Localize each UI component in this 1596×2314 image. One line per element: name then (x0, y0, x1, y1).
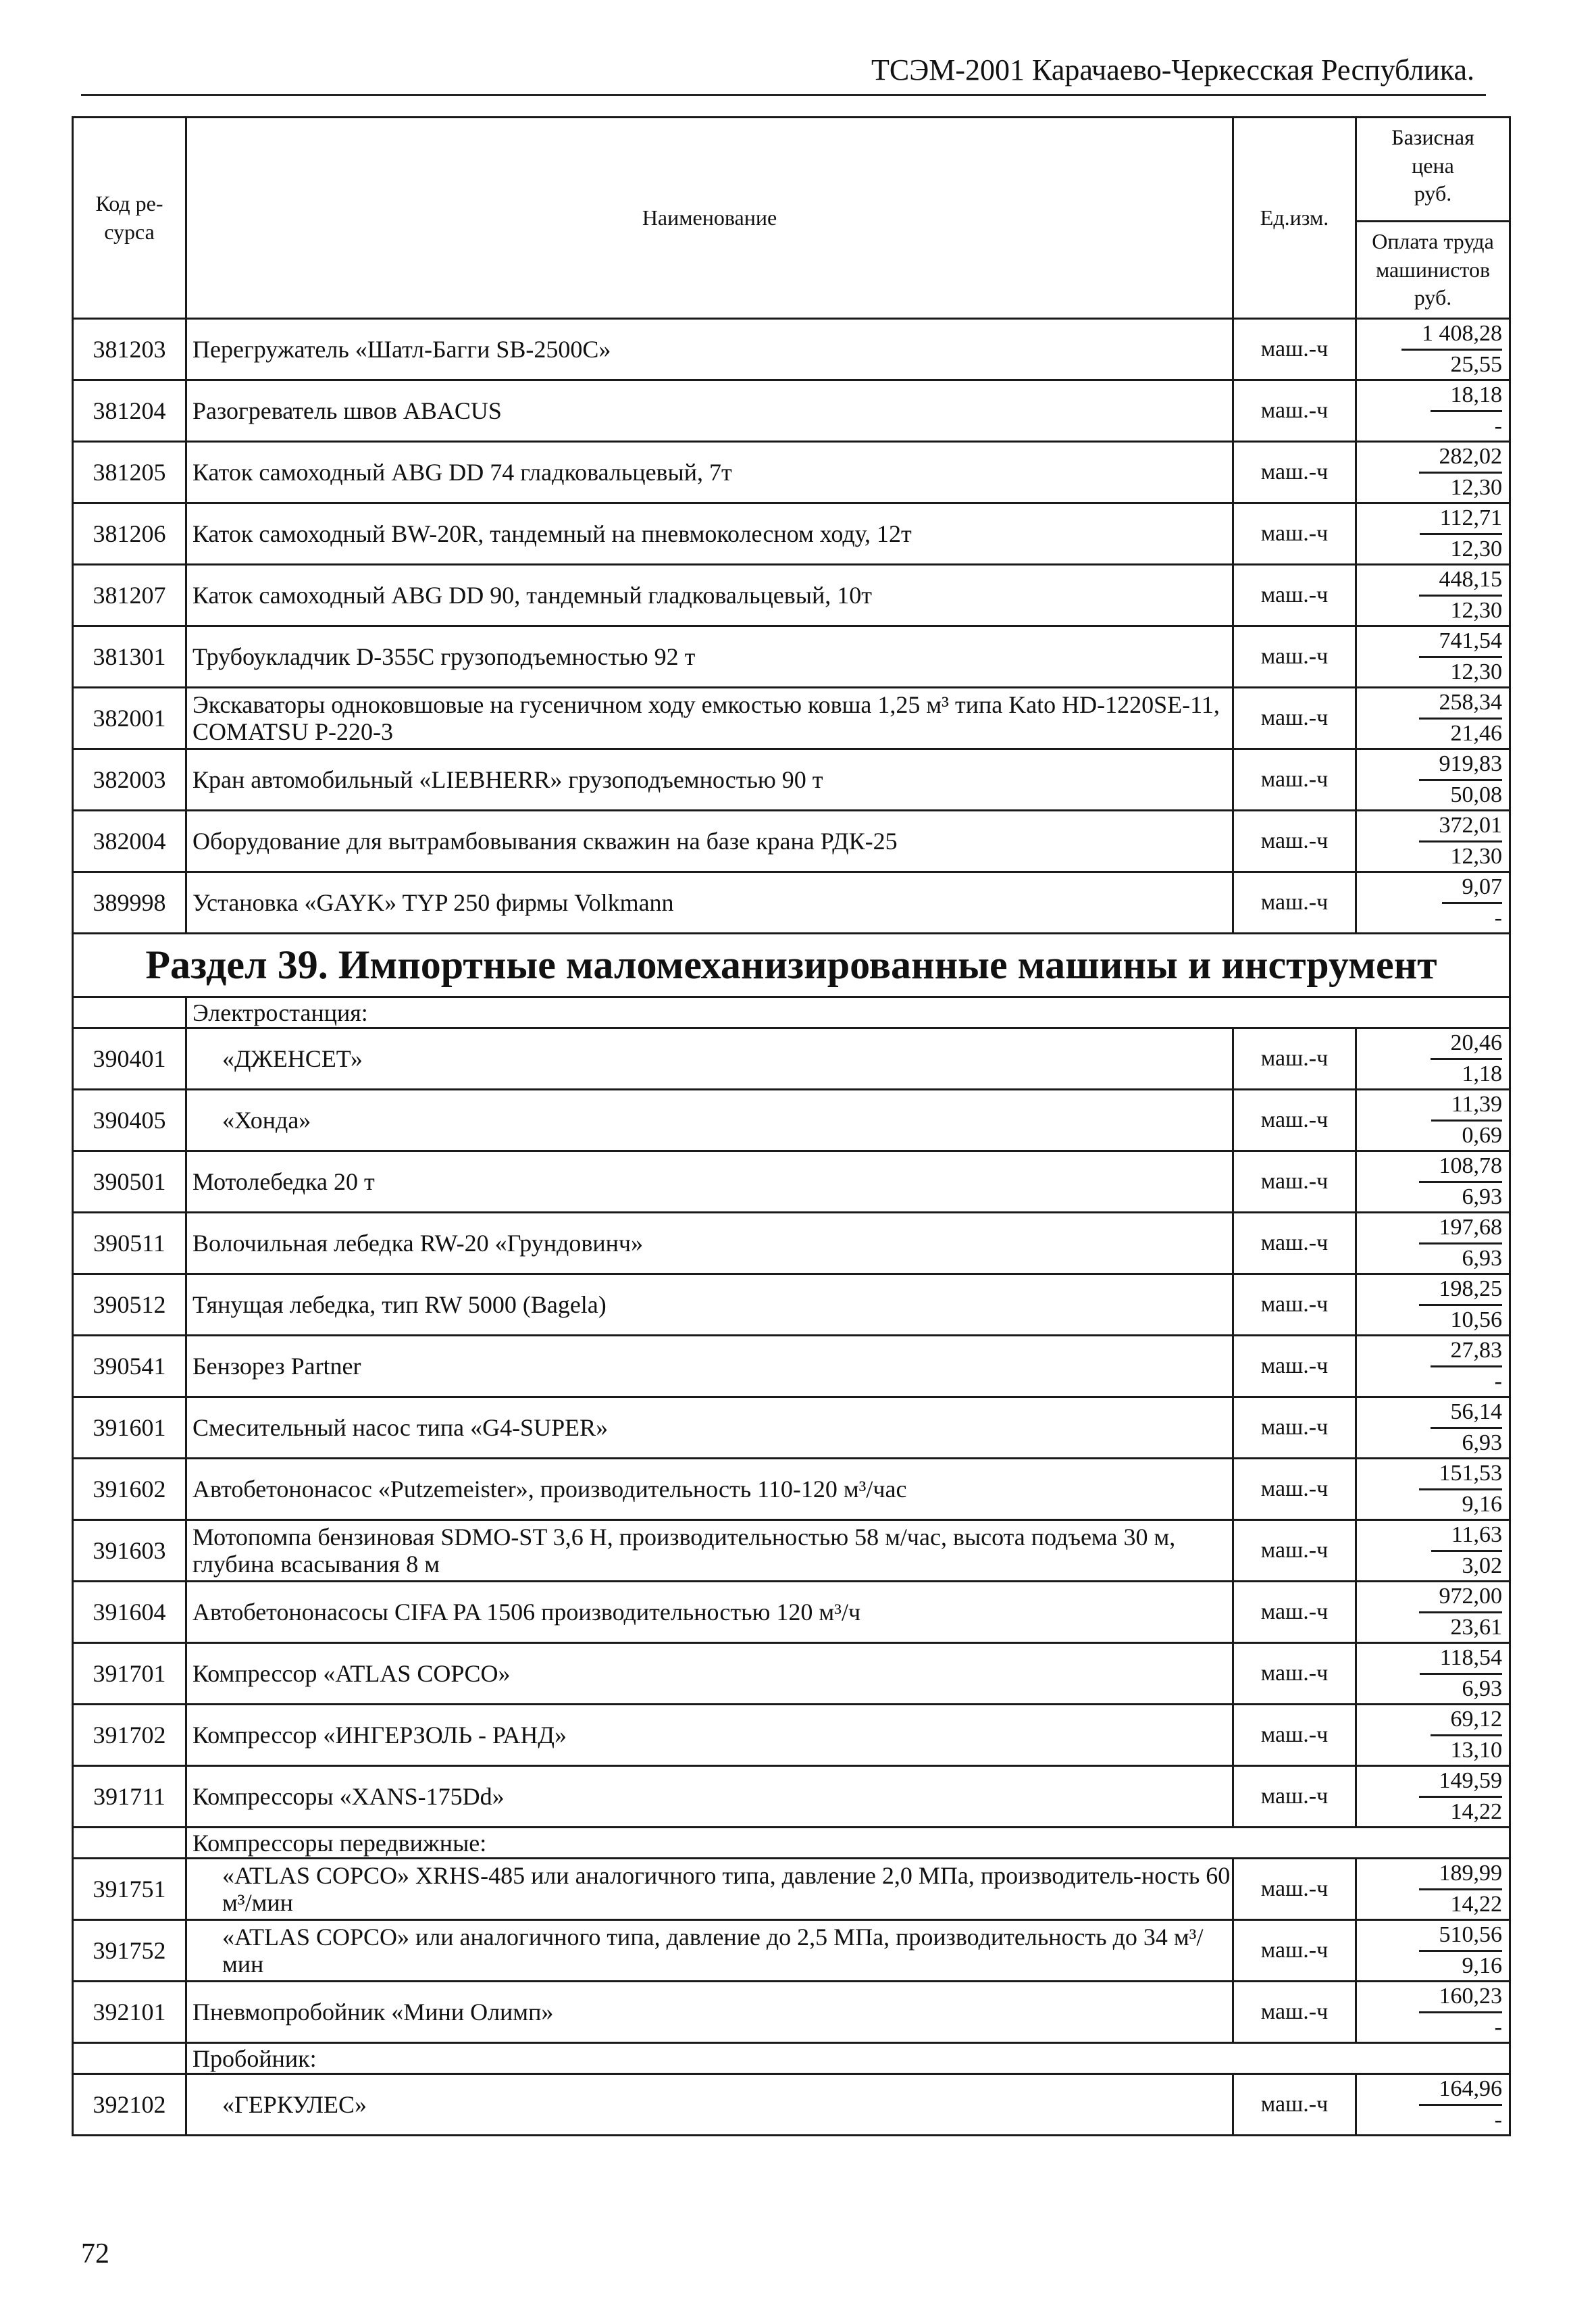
header-name: Наименование (186, 118, 1233, 319)
resource-code: 392101 (73, 1982, 186, 2043)
resource-code: 391602 (73, 1459, 186, 1520)
base-price: 112,71 (1420, 504, 1502, 535)
price-cell (1356, 1213, 1510, 1274)
header-unit: Ед.изм. (1233, 118, 1356, 319)
resource-code: 390405 (73, 1090, 186, 1151)
unit: маш.-ч (1233, 565, 1356, 626)
labor-price: - (1494, 2014, 1502, 2040)
table-row (73, 688, 1510, 749)
labor-price: 21,46 (1450, 720, 1502, 746)
price-cell (1356, 1705, 1510, 1766)
header-rule (81, 94, 1486, 96)
base-price: 11,39 (1431, 1090, 1502, 1122)
base-price: 160,23 (1419, 1982, 1503, 2013)
unit: маш.-ч (1233, 1643, 1356, 1705)
unit: маш.-ч (1233, 503, 1356, 565)
resource-code: 391711 (73, 1766, 186, 1828)
price-cell (1356, 1459, 1510, 1520)
resource-name: Разогреватель швов ABACUS (186, 380, 1233, 442)
table-row (73, 1982, 1510, 2043)
labor-price: 6,93 (1462, 1430, 1502, 1455)
resource-code: 382004 (73, 811, 186, 872)
resource-code: 391701 (73, 1643, 186, 1705)
price-cell (1356, 319, 1510, 380)
resource-code: 389998 (73, 872, 186, 934)
resource-name: «ГЕРКУЛЕС» (186, 2074, 1233, 2136)
table-row (73, 1336, 1510, 1397)
labor-price: - (1494, 1368, 1502, 1394)
table-row (73, 1151, 1510, 1213)
resource-table (72, 116, 1511, 2136)
header-price-base: Базисная цена руб. (1391, 125, 1474, 206)
base-price: 56,14 (1431, 1398, 1503, 1429)
base-price: 189,99 (1419, 1859, 1503, 1890)
price-cell (1356, 1397, 1510, 1459)
resource-name: Экскаваторы одноковшовые на гусеничном ходу емкостью ковша 1,25 м³ типа Kato HD-1220SE-11, COMATSU P-220-3 (186, 688, 1233, 749)
resource-name: Мотолебедка 20 т (186, 1151, 1233, 1213)
base-price: 258,34 (1419, 688, 1503, 720)
base-price: 510,56 (1419, 1921, 1503, 1952)
labor-price: 50,08 (1450, 782, 1502, 807)
table-row (73, 1213, 1510, 1274)
price-cell (1356, 811, 1510, 872)
resource-code: 391752 (73, 1920, 186, 1982)
unit: маш.-ч (1233, 1459, 1356, 1520)
header-code: Код ре- сурса (73, 118, 186, 319)
empty-cell (73, 997, 186, 1028)
table-row (73, 1090, 1510, 1151)
price-cell (1356, 626, 1510, 688)
table-row (73, 503, 1510, 565)
labor-price: 12,30 (1450, 597, 1502, 623)
base-price: 919,83 (1419, 750, 1503, 781)
table-row (73, 1766, 1510, 1828)
labor-price: 10,56 (1450, 1307, 1502, 1332)
unit: маш.-ч (1233, 1920, 1356, 1982)
table-row (73, 319, 1510, 380)
unit: маш.-ч (1233, 749, 1356, 811)
labor-price: 14,22 (1450, 1799, 1502, 1824)
base-price: 164,96 (1419, 2075, 1503, 2106)
price-cell (1356, 1766, 1510, 1828)
table-row (73, 565, 1510, 626)
unit: маш.-ч (1233, 1090, 1356, 1151)
labor-price: - (1494, 413, 1502, 438)
resource-name: «ATLAS COPCO» или аналогичного типа, давление до 2,5 МПа, производительность до 34 м³/мин (186, 1920, 1233, 1982)
unit: маш.-ч (1233, 688, 1356, 749)
resource-name: Каток самоходный ABG DD 74 гладковальцевый, 7т (186, 442, 1233, 503)
section-title: Раздел 39. Импортные маломеханизированные машины и инструмент (73, 934, 1510, 997)
base-price: 198,25 (1419, 1275, 1503, 1306)
resource-code: 391604 (73, 1582, 186, 1643)
unit: маш.-ч (1233, 1151, 1356, 1213)
labor-price: - (1494, 905, 1502, 930)
base-price: 27,83 (1431, 1336, 1503, 1367)
base-price: 1 408,28 (1401, 320, 1502, 351)
unit: маш.-ч (1233, 1397, 1356, 1459)
base-price: 69,12 (1431, 1705, 1503, 1736)
table-row (73, 1859, 1510, 1920)
resource-code: 382001 (73, 688, 186, 749)
resource-name: Компрессор «ATLAS COPCO» (186, 1643, 1233, 1705)
unit: маш.-ч (1233, 1274, 1356, 1336)
resource-code: 391601 (73, 1397, 186, 1459)
unit: маш.-ч (1233, 1766, 1356, 1828)
base-price: 11,63 (1431, 1521, 1502, 1552)
labor-price: 13,10 (1450, 1737, 1502, 1763)
resource-name: Бензорез Partner (186, 1336, 1233, 1397)
empty-cell (73, 2043, 186, 2074)
base-price: 197,68 (1419, 1213, 1503, 1244)
header-price (1356, 118, 1510, 319)
price-cell (1356, 565, 1510, 626)
price-cell (1356, 1151, 1510, 1213)
table-row (73, 1459, 1510, 1520)
labor-price: 12,30 (1450, 474, 1502, 500)
resource-name: Пневмопробойник «Мини Олимп» (186, 1982, 1233, 2043)
unit: маш.-ч (1233, 2074, 1356, 2136)
price-cell (1356, 1336, 1510, 1397)
resource-code: 382003 (73, 749, 186, 811)
resource-name: Автобетононасосы CIFA PA 1506 производительностью 120 м³/ч (186, 1582, 1233, 1643)
table-row (73, 380, 1510, 442)
price-cell (1356, 503, 1510, 565)
category-label: Компрессоры передвижные: (186, 1828, 1510, 1859)
resource-name: Автобетононасос «Putzemeister», производительность 110-120 м³/час (186, 1459, 1233, 1520)
table-row (73, 1643, 1510, 1705)
unit: маш.-ч (1233, 319, 1356, 380)
resource-code: 391702 (73, 1705, 186, 1766)
unit: маш.-ч (1233, 872, 1356, 934)
price-cell (1356, 1920, 1510, 1982)
labor-price: 12,30 (1450, 536, 1502, 561)
resource-code: 381203 (73, 319, 186, 380)
base-price: 18,18 (1431, 381, 1503, 412)
price-cell (1356, 1090, 1510, 1151)
category-row-punchers (73, 2043, 1510, 2074)
resource-name: «Хонда» (186, 1090, 1233, 1151)
resource-code: 381301 (73, 626, 186, 688)
unit: маш.-ч (1233, 626, 1356, 688)
table-row (73, 1705, 1510, 1766)
resource-code: 390541 (73, 1336, 186, 1397)
category-row-generators (73, 997, 1510, 1028)
unit: маш.-ч (1233, 1520, 1356, 1582)
labor-price: 9,16 (1462, 1491, 1502, 1517)
labor-price: 12,30 (1450, 843, 1502, 869)
base-price: 282,02 (1419, 443, 1503, 474)
price-cell (1356, 1859, 1510, 1920)
labor-price: 6,93 (1462, 1245, 1502, 1271)
labor-price: 6,93 (1462, 1184, 1502, 1209)
resource-code: 381204 (73, 380, 186, 442)
resource-name: Кран автомобильный «LIEBHERR» грузоподъемностью 90 т (186, 749, 1233, 811)
unit: маш.-ч (1233, 1859, 1356, 1920)
base-price: 372,01 (1419, 811, 1503, 842)
labor-price: 1,18 (1462, 1061, 1502, 1086)
resource-name: Оборудование для вытрамбовывания скважин на базе крана РДК-25 (186, 811, 1233, 872)
price-cell (1356, 1982, 1510, 2043)
unit: маш.-ч (1233, 442, 1356, 503)
labor-price: 25,55 (1450, 351, 1502, 377)
document-header: ТСЭМ-2001 Карачаево-Черкесская Республика. (871, 53, 1475, 86)
price-cell (1356, 442, 1510, 503)
resource-name: «ATLAS COPCO» XRHS-485 или аналогичного типа, давление 2,0 МПа, производитель-ность 60 м³/мин (186, 1859, 1233, 1920)
labor-price: 14,22 (1450, 1891, 1502, 1917)
base-price: 9,07 (1442, 873, 1503, 904)
base-price: 20,46 (1431, 1029, 1503, 1060)
base-price: 118,54 (1420, 1644, 1502, 1675)
unit: маш.-ч (1233, 1336, 1356, 1397)
resource-name: Компрессор «ИНГЕРЗОЛЬ - РАНД» (186, 1705, 1233, 1766)
resource-name: «ДЖЕНСЕТ» (186, 1028, 1233, 1090)
table-row (73, 1582, 1510, 1643)
table-row (73, 811, 1510, 872)
resource-name: Каток самоходный BW-20R, тандемный на пневмоколесном ходу, 12т (186, 503, 1233, 565)
unit: маш.-ч (1233, 1982, 1356, 2043)
table-row (73, 1028, 1510, 1090)
base-price: 448,15 (1419, 565, 1503, 597)
resource-name: Перегружатель «Шатл-Багги SB-2500C» (186, 319, 1233, 380)
empty-cell (73, 1828, 186, 1859)
price-cell (1356, 749, 1510, 811)
resource-name: Мотопомпа бензиновая SDMO-ST 3,6 H, производительностью 58 м/час, высота подъема 30 м, глубина всасывания 8 м (186, 1520, 1233, 1582)
price-cell (1356, 1028, 1510, 1090)
unit: маш.-ч (1233, 1582, 1356, 1643)
labor-price: - (1494, 2107, 1502, 2132)
resource-name: Компрессоры «XANS-175Dd» (186, 1766, 1233, 1828)
labor-price: 6,93 (1462, 1676, 1502, 1701)
resource-code: 391751 (73, 1859, 186, 1920)
price-cell (1356, 1582, 1510, 1643)
table-row (73, 1920, 1510, 1982)
base-price: 151,53 (1419, 1459, 1503, 1490)
resource-code: 381206 (73, 503, 186, 565)
table-row (73, 1520, 1510, 1582)
header-price-labor: Оплата труда машинистов руб. (1357, 220, 1509, 312)
price-cell (1356, 1274, 1510, 1336)
price-cell (1356, 1520, 1510, 1582)
labor-price: 3,02 (1462, 1553, 1502, 1578)
section-row (73, 934, 1510, 997)
unit: маш.-ч (1233, 1028, 1356, 1090)
table-header-row (73, 118, 1510, 319)
base-price: 741,54 (1419, 627, 1503, 658)
unit: маш.-ч (1233, 1213, 1356, 1274)
unit: маш.-ч (1233, 380, 1356, 442)
base-price: 149,59 (1419, 1767, 1503, 1798)
resource-code: 381207 (73, 565, 186, 626)
labor-price: 9,16 (1462, 1953, 1502, 1978)
resource-name: Волочильная лебедка RW-20 «Грундовинч» (186, 1213, 1233, 1274)
category-label: Электростанция: (186, 997, 1510, 1028)
labor-price: 12,30 (1450, 659, 1502, 684)
table-row (73, 442, 1510, 503)
unit: маш.-ч (1233, 811, 1356, 872)
category-row-compressors (73, 1828, 1510, 1859)
category-label: Пробойник: (186, 2043, 1510, 2074)
resource-code: 381205 (73, 442, 186, 503)
table-row (73, 626, 1510, 688)
resource-code: 390401 (73, 1028, 186, 1090)
base-price: 972,00 (1419, 1582, 1503, 1613)
resource-code: 391603 (73, 1520, 186, 1582)
price-cell (1356, 2074, 1510, 2136)
labor-price: 0,69 (1462, 1122, 1502, 1148)
table-row (73, 749, 1510, 811)
price-cell (1356, 872, 1510, 934)
price-cell (1356, 380, 1510, 442)
resource-name: Установка «GAYK» TYP 250 фирмы Volkmann (186, 872, 1233, 934)
base-price: 108,78 (1419, 1152, 1503, 1183)
table-row (73, 2074, 1510, 2136)
resource-name: Каток самоходный ABG DD 90, тандемный гладковальцевый, 10т (186, 565, 1233, 626)
labor-price: 23,61 (1450, 1614, 1502, 1640)
resource-name: Тянущая лебедка, тип RW 5000 (Bagela) (186, 1274, 1233, 1336)
resource-code: 390511 (73, 1213, 186, 1274)
resource-name: Смесительный насос типа «G4-SUPER» (186, 1397, 1233, 1459)
table-row (73, 1397, 1510, 1459)
table-row (73, 872, 1510, 934)
unit: маш.-ч (1233, 1705, 1356, 1766)
price-cell (1356, 688, 1510, 749)
resource-code: 390501 (73, 1151, 186, 1213)
resource-code: 390512 (73, 1274, 186, 1336)
resource-code: 392102 (73, 2074, 186, 2136)
resource-name: Трубоукладчик D-355C грузоподъемностью 92 т (186, 626, 1233, 688)
price-cell (1356, 1643, 1510, 1705)
page-number: 72 (81, 2238, 109, 2269)
table-row (73, 1274, 1510, 1336)
